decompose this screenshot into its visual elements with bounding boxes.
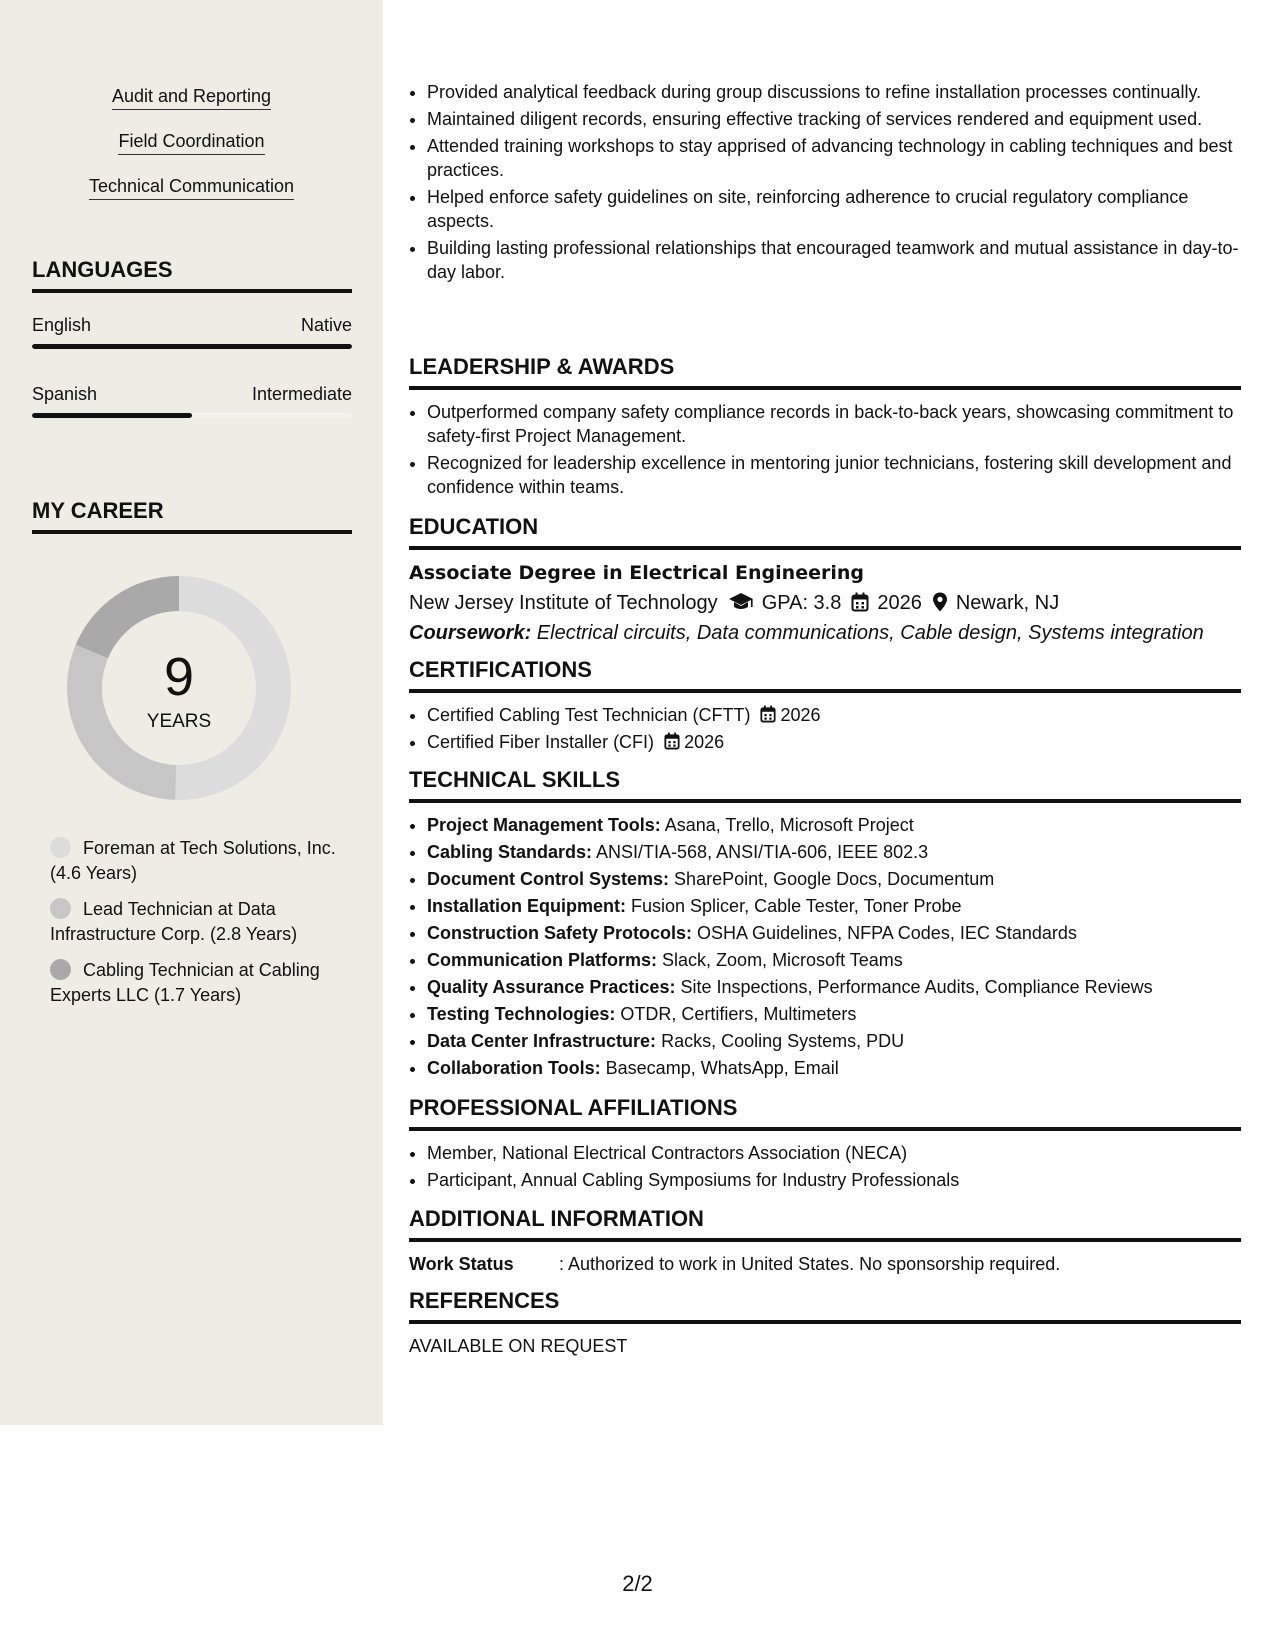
skill-tag: Technical Communication [89,176,294,200]
experience-bullet: • Helped enforce safety guidelines on site, reinforcing adherence to crucial regulatory compliance aspects. [427,185,1241,233]
language-name: English [32,315,92,335]
tech-skill-item [427,894,1241,918]
skill-tag: Field Coordination [118,131,264,155]
certification-item [427,730,1241,754]
coursework-list: Electrical circuits, Data communications, Cable design, Systems integration [531,622,1204,644]
leadership-item: • Outperformed company safety compliance records in back-to-back years, showcasing commitment to safety-first Project Management. [427,400,1241,448]
certification-year: 2026 [684,732,725,752]
tech-skill-label: Cabling Standards: [427,842,593,862]
leadership-heading: LEADERSHIP & AWARDS [409,354,1241,390]
skill-tag: Audit and Reporting [112,86,271,110]
experience-bullet: • Maintained diligent records, ensuring effective tracking of services rendered and equipment used. [427,107,1241,131]
school-name: New Jersey Institute of Technology [409,592,718,614]
career-heading: MY CAREER [32,498,352,534]
experience-bullet: • Provided analytical feedback during group discussions to refine installation processes continually. [427,80,1241,104]
certification-year: 2026 [780,705,821,725]
career-total-unit: YEARS [146,711,212,732]
technical-skills-section [409,767,1241,1083]
career-legend-item [50,897,340,947]
language-bar-fill [32,344,352,349]
career-legend [50,836,340,1019]
tech-skill-value: Asana, Trello, Microsoft Project [660,815,914,835]
location-pin-icon [932,592,948,612]
sidebar [0,0,383,1425]
tech-skill-label: Document Control Systems: [427,869,670,889]
language-bar [32,413,352,418]
graduation-cap-icon [728,592,754,612]
technical-skills-heading: TECHNICAL SKILLS [409,767,1241,803]
languages-heading: LANGUAGES [32,257,352,293]
references-heading: REFERENCES [409,1288,1241,1324]
tech-skill-value: Site Inspections, Performance Audits, Compliance Reviews [675,977,1153,997]
experience-bullets [409,80,1241,284]
tech-skill-value: SharePoint, Google Docs, Documentum [669,869,995,889]
additional-info-heading: ADDITIONAL INFORMATION [409,1206,1241,1242]
affiliation-item: • Participant, Annual Cabling Symposiums for Industry Professionals [427,1168,1241,1192]
tech-skill-label: Project Management Tools: [427,815,661,835]
tech-skill-item [427,867,1241,891]
tech-skill-value: OSHA Guidelines, NFPA Codes, IEC Standards [692,923,1077,943]
tech-skill-item [427,975,1241,999]
certifications-heading: CERTIFICATIONS [409,657,1241,693]
tech-skill-item [427,921,1241,945]
tech-skill-label: Construction Safety Protocols: [427,923,693,943]
language-name: Spanish [32,384,98,404]
language-bar [32,344,352,349]
experience-bullet: • Attended training workshops to stay apprised of advancing technology in cabling techniques and best practices. [427,134,1241,182]
career-legend-label: Cabling Technician at Cabling Experts LLC (1.7 Years) [50,960,320,1005]
calendar-icon [760,705,776,723]
legend-dot [50,837,71,858]
education-details [409,588,1241,618]
tech-skill-item [427,1056,1241,1080]
calendar-icon [851,592,869,612]
certification-item [427,703,1241,727]
certification-name: Certified Fiber Installer (CFI) [427,732,655,752]
tech-skill-label: Communication Platforms: [427,950,658,970]
school-location: Newark, NJ [955,592,1060,614]
legend-dot [50,959,71,980]
education-heading: EDUCATION [409,514,1241,550]
graduation-year: 2026 [877,592,922,614]
additional-info-section [409,1206,1241,1276]
coursework-label: Coursework: [409,622,532,644]
page-number: 2/2 [622,1571,653,1596]
career-legend-item [50,958,340,1008]
tech-skill-value: Fusion Splicer, Cable Tester, Toner Probe [626,896,962,916]
tech-skill-label: Quality Assurance Practices: [427,977,676,997]
leadership-section [409,354,1241,502]
tech-skill-value: Basecamp, WhatsApp, Email [600,1058,839,1078]
tech-skill-item [427,948,1241,972]
experience-continued [409,80,1241,287]
tech-skill-label: Data Center Infrastructure: [427,1031,657,1051]
gpa: GPA: 3.8 [761,592,842,614]
language-level: Native [300,315,352,335]
affiliations-section [409,1095,1241,1195]
education-section [409,514,1241,648]
leadership-item: • Recognized for leadership excellence in mentoring junior technicians, fostering skill development and confidence within teams. [427,451,1241,499]
experience-bullet: • Building lasting professional relationships that encouraged teamwork and mutual assistance in day-to-day labor. [427,236,1241,284]
sidebar-skills [0,86,383,221]
work-status-value: : Authorized to work in United States. No sponsorship required. [559,1254,1061,1274]
career-donut-chart [66,575,292,801]
calendar-icon [664,732,680,750]
career-legend-label: Lead Technician at Data Infrastructure Corp. (2.8 Years) [50,899,298,944]
tech-skill-label: Testing Technologies: [427,1004,616,1024]
tech-skill-value: ANSI/TIA-568, ANSI/TIA-606, IEEE 802.3 [592,842,929,862]
tech-skill-item [427,813,1241,837]
coursework [409,618,1241,648]
work-status-label: Work Status [409,1254,514,1274]
tech-skill-label: Installation Equipment: [427,896,627,916]
tech-skill-item [427,1002,1241,1026]
tech-skill-value: Slack, Zoom, Microsoft Teams [657,950,903,970]
work-status-row [409,1252,1241,1276]
career-legend-item [50,836,340,886]
legend-dot [50,898,71,919]
affiliation-item: • Member, National Electrical Contractors Association (NECA) [427,1141,1241,1165]
references-section [409,1288,1241,1358]
affiliations-heading: PROFESSIONAL AFFILIATIONS [409,1095,1241,1131]
language-bar-fill [32,413,192,418]
career-total-years: 9 [163,647,195,707]
degree-title: Associate Degree in Electrical Engineering [409,562,864,584]
tech-skill-item [427,1029,1241,1053]
language-level: Intermediate [251,384,352,404]
references-text: AVAILABLE ON REQUEST [409,1336,628,1356]
certifications-section [409,657,1241,757]
tech-skill-item [427,840,1241,864]
career-legend-label: Foreman at Tech Solutions, Inc. (4.6 Years) [50,838,336,883]
tech-skill-label: Collaboration Tools: [427,1058,601,1078]
tech-skill-value: OTDR, Certifiers, Multimeters [615,1004,857,1024]
certification-name: Certified Cabling Test Technician (CFTT) [427,705,751,725]
tech-skill-value: Racks, Cooling Systems, PDU [656,1031,905,1051]
